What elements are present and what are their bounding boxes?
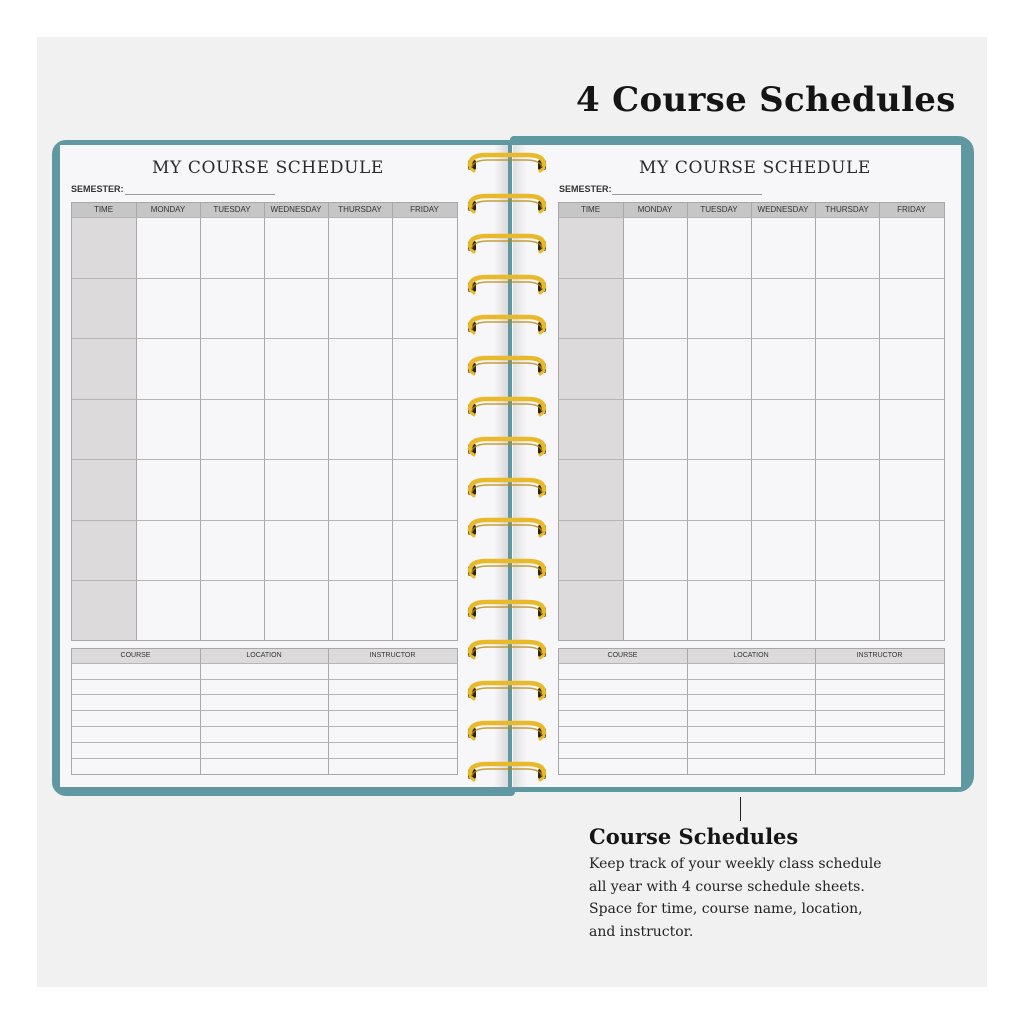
semester-line (125, 194, 275, 195)
callout-pointer (740, 797, 741, 821)
coil-ring (466, 477, 548, 490)
coil-ring (466, 761, 548, 774)
column-header-instructor: INSTRUCTOR (369, 652, 416, 659)
feature-line: and instructor. (589, 923, 694, 940)
sheet-title: MY COURSE SCHEDULE (152, 158, 384, 178)
column-header-time: TIME (580, 205, 601, 214)
feature-line: Space for time, course name, location, (589, 901, 863, 917)
column-header-tuesday: TUESDAY (700, 205, 738, 214)
column-header-thursday: THURSDAY (825, 205, 869, 214)
coil-ring (466, 720, 548, 733)
schedule-grid (71, 202, 457, 640)
column-header-wednesday: WEDNESDAY (270, 205, 322, 214)
coil-ring (466, 193, 548, 206)
feature-description (589, 853, 909, 943)
column-header-tuesday: TUESDAY (213, 205, 251, 214)
grid-border (558, 202, 945, 641)
sheet-title: MY COURSE SCHEDULE (639, 158, 871, 178)
column-header-course: COURSE (607, 652, 638, 659)
column-header-course: COURSE (120, 652, 151, 659)
column-header-wednesday: WEDNESDAY (757, 205, 809, 214)
coil-ring (466, 436, 548, 449)
semester-line (612, 194, 762, 195)
semester-label: SEMESTER: (71, 184, 124, 194)
coil-ring (466, 680, 548, 693)
column-header-monday: MONDAY (637, 205, 673, 214)
course-table (71, 648, 457, 774)
coil-ring (466, 152, 548, 165)
coil-ring (466, 314, 548, 327)
table-border (71, 648, 458, 775)
column-header-time: TIME (93, 205, 114, 214)
grid-border (71, 202, 458, 641)
semester-label: SEMESTER: (559, 184, 612, 194)
table-border (558, 648, 945, 775)
column-header-friday: FRIDAY (410, 205, 439, 214)
feature-line: Keep track of your weekly class schedule (589, 856, 882, 872)
column-header-instructor: INSTRUCTOR (856, 652, 903, 659)
feature-title: Course Schedules (589, 824, 799, 849)
coil-ring (466, 599, 548, 612)
coil-ring (466, 558, 548, 571)
headline: 4 Course Schedules (576, 80, 956, 120)
column-header-location: LOCATION (733, 652, 769, 659)
coil-ring (466, 396, 548, 409)
schedule-grid (558, 202, 944, 640)
coil-ring (466, 233, 548, 246)
column-header-thursday: THURSDAY (338, 205, 382, 214)
coil-ring (466, 355, 548, 368)
feature-line: all year with 4 course schedule sheets. (589, 878, 865, 895)
column-header-friday: FRIDAY (897, 205, 926, 214)
coil-ring (466, 517, 548, 530)
column-header-monday: MONDAY (150, 205, 186, 214)
coil-ring (466, 639, 548, 652)
coil-ring (466, 274, 548, 287)
column-header-location: LOCATION (246, 652, 282, 659)
course-table (558, 648, 944, 774)
